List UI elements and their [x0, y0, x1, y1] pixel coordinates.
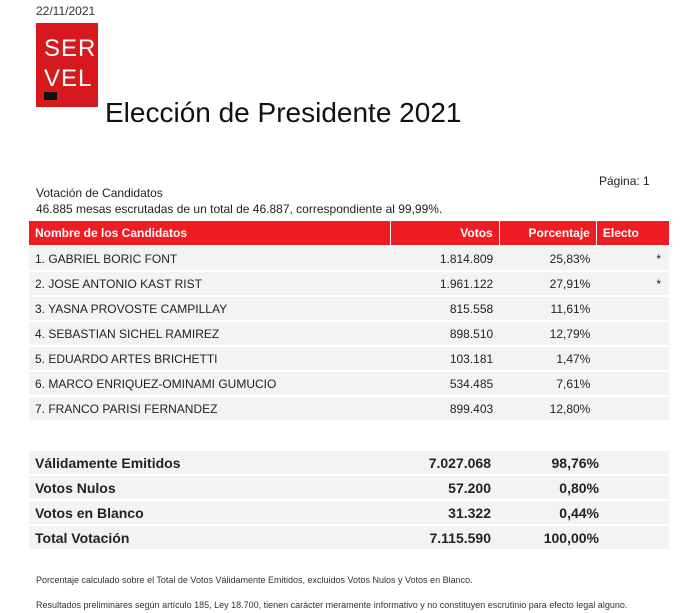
candidate-percentage: 11,61% — [499, 296, 596, 321]
servel-logo — [36, 23, 98, 107]
count-summary: 46.885 mesas escrutadas de un total de 46.887, correspondiente al 99,99%. — [36, 202, 443, 216]
totals-label: Votos en Blanco — [29, 500, 389, 525]
header-name: Nombre de los Candidatos — [29, 221, 390, 246]
totals-votes: 7.115.590 — [389, 525, 497, 549]
candidate-elected: * — [596, 271, 669, 296]
totals-row — [29, 500, 669, 525]
table-row — [29, 271, 669, 296]
page-title: Elección de Presidente 2021 — [105, 97, 462, 128]
table-row — [29, 371, 669, 396]
report-date: 22/11/2021 — [36, 4, 96, 18]
logo-text-top: SER — [44, 35, 97, 62]
candidate-name: 4. SEBASTIAN SICHEL RAMIREZ — [29, 321, 390, 346]
header-elected: Electo — [596, 221, 669, 246]
candidate-percentage: 25,83% — [499, 246, 596, 271]
totals-percentage: 0,44% — [497, 500, 605, 525]
totals-label: Total Votación — [29, 525, 389, 549]
table-row — [29, 346, 669, 371]
candidate-votes: 1.814.809 — [390, 246, 499, 271]
candidate-name: 5. EDUARDO ARTES BRICHETTI — [29, 346, 390, 371]
candidate-percentage: 1,47% — [499, 346, 596, 371]
totals-spacer — [605, 500, 669, 525]
totals-votes: 7.027.068 — [389, 450, 497, 475]
candidate-elected — [596, 396, 669, 420]
candidate-elected — [596, 371, 669, 396]
candidate-elected: * — [596, 246, 669, 271]
totals-label: Válidamente Emitidos — [29, 450, 389, 475]
table-row — [29, 246, 669, 271]
totals-percentage: 100,00% — [497, 525, 605, 549]
candidate-votes: 534.485 — [390, 371, 499, 396]
candidate-votes: 815.558 — [390, 296, 499, 321]
table-row — [29, 296, 669, 321]
table-row — [29, 321, 669, 346]
totals-spacer — [605, 450, 669, 475]
page-number: Página: 1 — [599, 174, 650, 188]
candidate-votes: 899.403 — [390, 396, 499, 420]
candidate-elected — [596, 321, 669, 346]
totals-table — [29, 449, 669, 549]
candidate-percentage: 7,61% — [499, 371, 596, 396]
footnote-legal: Resultados preliminares según artículo 185, Ley 18.700, tienen carácter meramente informativo y no constituyen escrutinio para efecto legal alguno. — [36, 600, 628, 610]
logo-text-bottom: VEL — [44, 65, 93, 92]
totals-label: Votos Nulos — [29, 475, 389, 500]
candidate-name: 7. FRANCO PARISI FERNANDEZ — [29, 396, 390, 420]
totals-row — [29, 525, 669, 549]
candidate-votes: 1.961.122 — [390, 271, 499, 296]
candidate-name: 1. GABRIEL BORIC FONT — [29, 246, 390, 271]
table-row — [29, 396, 669, 420]
totals-spacer — [605, 475, 669, 500]
candidates-table — [29, 221, 669, 420]
totals-votes: 31.322 — [389, 500, 497, 525]
candidate-percentage: 12,80% — [499, 396, 596, 420]
logo-bar — [44, 92, 57, 100]
candidate-name: 3. YASNA PROVOSTE CAMPILLAY — [29, 296, 390, 321]
candidate-elected — [596, 296, 669, 321]
candidate-elected — [596, 346, 669, 371]
section-title: Votación de Candidatos — [36, 186, 163, 200]
candidate-votes: 898.510 — [390, 321, 499, 346]
footnote-percentage: Porcentaje calculado sobre el Total de Votos Válidamente Emitidos, excluidos Votos Nulos y Votos en Blanco. — [36, 575, 473, 585]
totals-percentage: 0,80% — [497, 475, 605, 500]
header-votes: Votos — [390, 221, 499, 246]
candidate-name: 2. JOSE ANTONIO KAST RIST — [29, 271, 390, 296]
totals-row — [29, 450, 669, 475]
table-header-row — [29, 221, 669, 246]
totals-spacer — [605, 525, 669, 549]
totals-percentage: 98,76% — [497, 450, 605, 475]
candidate-name: 6. MARCO ENRIQUEZ-OMINAMI GUMUCIO — [29, 371, 390, 396]
candidate-percentage: 27,91% — [499, 271, 596, 296]
header-percentage: Porcentaje — [499, 221, 596, 246]
totals-votes: 57.200 — [389, 475, 497, 500]
candidate-votes: 103.181 — [390, 346, 499, 371]
totals-row — [29, 475, 669, 500]
candidate-percentage: 12,79% — [499, 321, 596, 346]
